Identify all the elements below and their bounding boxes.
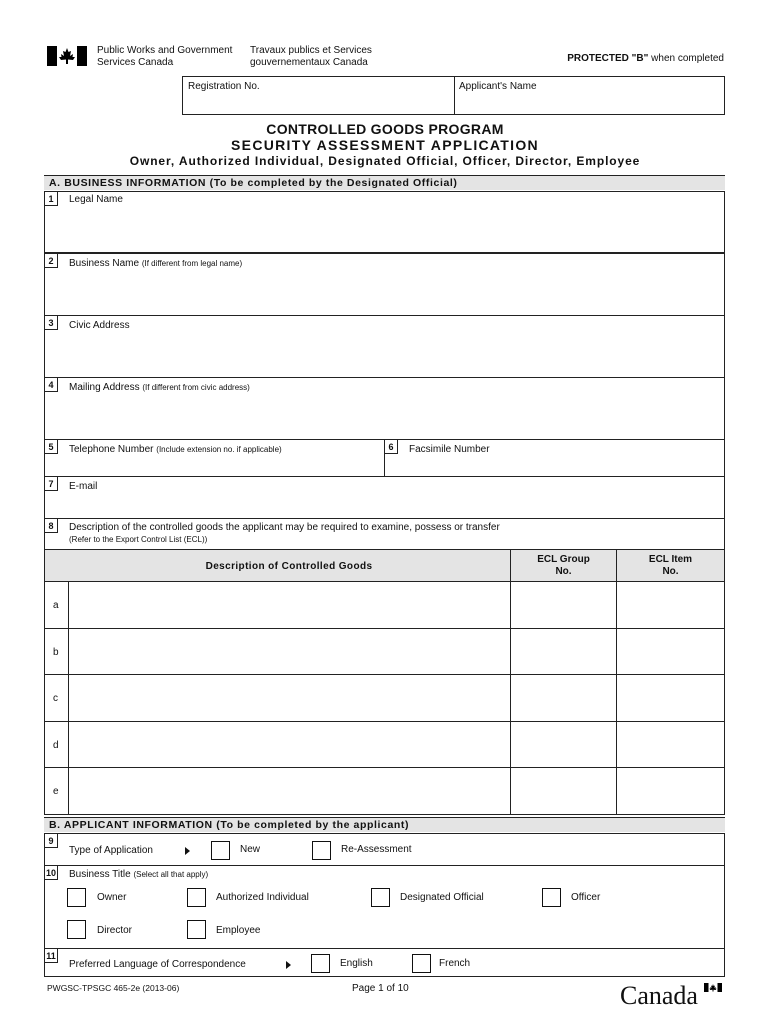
preferred-language-field	[44, 948, 725, 977]
table-row[interactable]	[45, 767, 724, 814]
legal-name-field[interactable]	[44, 191, 725, 253]
row-letter: b	[53, 647, 59, 658]
director-label: Director	[97, 925, 133, 936]
field-number: 2	[45, 254, 58, 268]
facsimile-label: Facsimile Number	[409, 444, 490, 455]
director-checkbox[interactable]	[67, 920, 86, 939]
department-name-fr: Travaux publics et Services gouvernementaux Canada	[250, 45, 372, 68]
page-number: Page 1 of 10	[352, 983, 409, 994]
mailing-address-label: Mailing Address (If different from civic address)	[69, 382, 250, 393]
registration-no-label: Registration No.	[188, 81, 260, 92]
mailing-address-field[interactable]	[44, 377, 725, 440]
controlled-goods-note: (Refer to the Export Control List (ECL))	[69, 535, 208, 544]
reassessment-checkbox[interactable]	[312, 841, 331, 860]
facsimile-field[interactable]	[384, 439, 725, 477]
protected-notice: PROTECTED "B" when completed	[567, 53, 724, 64]
new-checkbox[interactable]	[211, 841, 230, 860]
controlled-goods-table	[44, 549, 725, 815]
employee-label: Employee	[216, 925, 261, 936]
form-identifier: PWGSC-TPSGC 465-2e (2013-06)	[47, 983, 180, 993]
field-number: 3	[45, 316, 58, 330]
email-field[interactable]	[44, 476, 725, 519]
field-number: 6	[385, 440, 398, 454]
french-checkbox[interactable]	[412, 954, 431, 973]
table-row[interactable]	[45, 674, 724, 722]
controlled-goods-label: Description of the controlled goods the applicant may be required to examine, possess or transfer	[69, 522, 500, 533]
table-row[interactable]	[45, 628, 724, 675]
owner-label: Owner	[97, 892, 127, 903]
arrow-right-icon	[185, 847, 190, 855]
business-name-label: Business Name (If different from legal name)	[69, 258, 243, 269]
department-name-en: Public Works and Government Services Canada	[97, 45, 233, 68]
employee-checkbox[interactable]	[187, 920, 206, 939]
table-row[interactable]	[45, 721, 724, 768]
arrow-right-icon	[286, 961, 291, 969]
applicant-name-field[interactable]	[454, 76, 725, 115]
english-label: English	[340, 958, 373, 969]
reassessment-label: Re-Assessment	[341, 844, 412, 855]
designated-official-label: Designated Official	[400, 892, 484, 903]
field-number: 9	[45, 834, 58, 848]
column-header-ecl-item: ECL Item No.	[648, 554, 693, 577]
authorized-individual-checkbox[interactable]	[187, 888, 206, 907]
row-letter: d	[53, 740, 59, 751]
table-row[interactable]	[45, 581, 724, 629]
type-of-application-label: Type of Application	[69, 845, 153, 856]
page-title: CONTROLLED GOODS PROGRAM SECURITY ASSESSMENT APPLICATION Owner, Authorized Individual, Designated Official, Officer, Director, Employee	[129, 121, 641, 168]
legal-name-label: Legal Name	[69, 194, 123, 205]
column-header-ecl-group: ECL Group No.	[537, 554, 590, 577]
field-number: 8	[45, 519, 58, 533]
new-label: New	[240, 844, 261, 855]
type-of-application-field	[44, 833, 725, 866]
field-number: 7	[45, 477, 58, 491]
civic-address-field[interactable]	[44, 315, 725, 378]
civic-address-label: Civic Address	[69, 320, 130, 331]
registration-no-field[interactable]	[182, 76, 455, 115]
english-checkbox[interactable]	[311, 954, 330, 973]
owner-checkbox[interactable]	[67, 888, 86, 907]
telephone-field[interactable]	[44, 439, 385, 477]
column-header-description: Description of Controlled Goods	[205, 561, 373, 572]
field-number: 1	[45, 192, 58, 206]
row-letter: c	[53, 693, 58, 704]
row-letter: a	[53, 600, 59, 611]
applicant-name-label: Applicant's Name	[459, 81, 537, 92]
field-number: 4	[45, 378, 58, 392]
french-label: French	[439, 958, 471, 969]
officer-label: Officer	[571, 892, 601, 903]
business-title-label: Business Title (Select all that apply)	[69, 869, 209, 880]
business-title-field	[44, 865, 725, 949]
canada-wordmark-flag-icon	[704, 983, 722, 992]
section-a-header: A. BUSINESS INFORMATION (To be completed by the Designated Official)	[44, 175, 725, 190]
telephone-label: Telephone Number (Include extension no. if applicable)	[69, 444, 282, 455]
preferred-language-label: Preferred Language of Correspondence	[69, 959, 246, 970]
designated-official-checkbox[interactable]	[371, 888, 390, 907]
canada-flag-icon	[47, 46, 87, 66]
field-number: 5	[45, 440, 58, 454]
officer-checkbox[interactable]	[542, 888, 561, 907]
field-number: 11	[45, 949, 58, 963]
canada-wordmark: Canada	[620, 981, 698, 1010]
section-b-header: B. APPLICANT INFORMATION (To be completed by the applicant)	[44, 817, 725, 832]
email-label: E-mail	[69, 481, 98, 492]
field-number: 10	[45, 868, 56, 878]
authorized-individual-label: Authorized Individual	[216, 892, 309, 903]
business-name-field[interactable]	[44, 253, 725, 316]
row-letter: e	[53, 786, 59, 797]
controlled-goods-description-field	[44, 518, 725, 550]
